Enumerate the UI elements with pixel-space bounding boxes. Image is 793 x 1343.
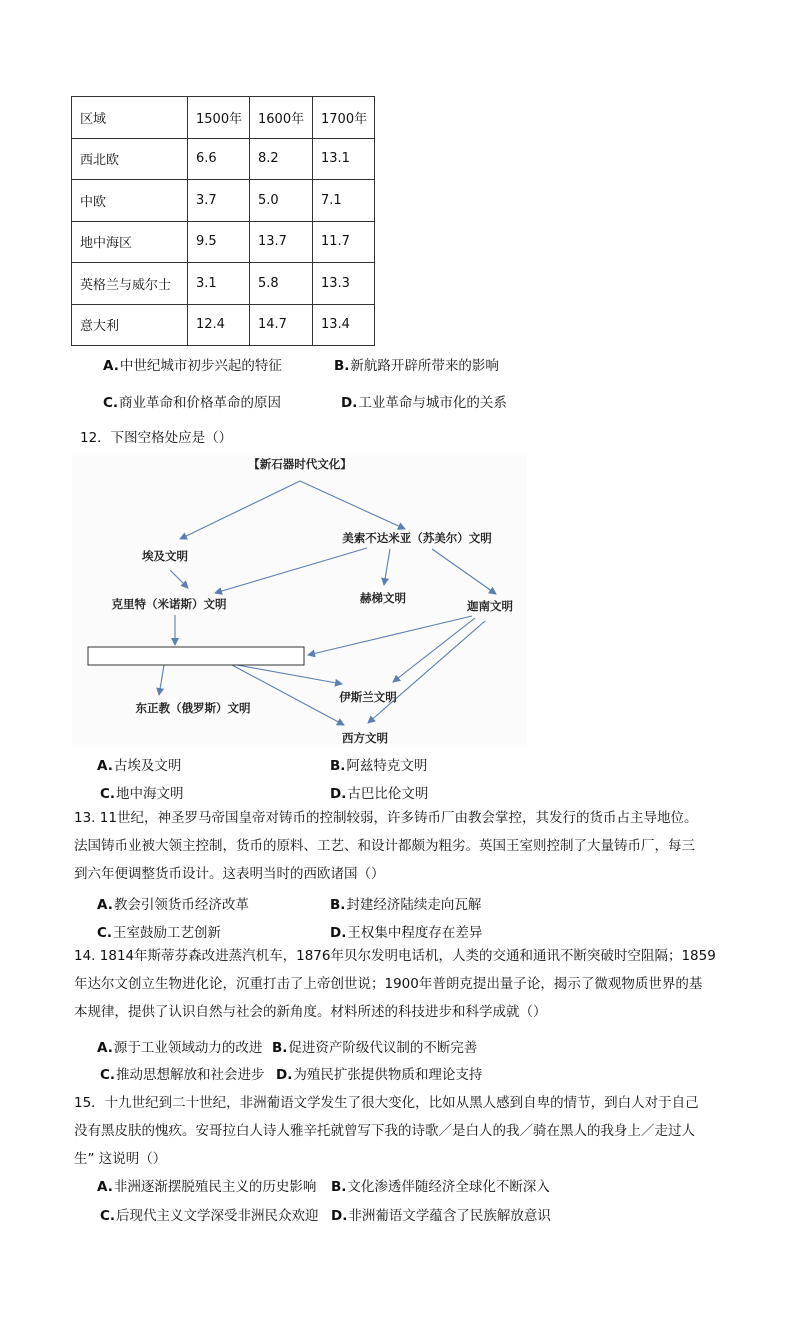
q15-stem-line: 生” 这说明（） (74, 1151, 167, 1167)
q13-stem-line: 13. 11世纪，神圣罗马帝国皇帝对铸币的控制较弱，许多铸币厂由教会掌控，其发行的货币占主导地位。 (74, 810, 698, 826)
table-cell: 5.0 (250, 180, 313, 222)
table-cell: 7.1 (313, 180, 375, 222)
table-cell: 14.7 (250, 304, 313, 346)
table-header-row (72, 97, 375, 139)
q15-stem-line: 15．十九世纪到二十世纪，非洲葡语文学发生了很大变化，比如从黑人感到自卑的情节，到白人对于自己 (74, 1095, 699, 1111)
q15-option-b[interactable]: B.文化渗透伴随经济全球化不断深入 (331, 1179, 550, 1195)
table-row (72, 304, 375, 346)
q14-option-d[interactable]: D.为殖民扩张提供物质和理论支持 (276, 1067, 483, 1083)
blank-box (88, 647, 304, 665)
table-cell: 3.1 (188, 263, 250, 305)
q15-stem-line: 没有黑皮肤的愧疚。安哥拉白人诗人雅辛托就曾写下我的诗歌／是白人的我／骑在黑人的我身上／走过人 (74, 1123, 695, 1139)
q12-stem: 12．下图空格处应是（） (80, 430, 233, 446)
table-header-cell: 1600年 (250, 97, 313, 139)
q13-option-d[interactable]: D.王权集中程度存在差异 (330, 925, 483, 941)
q13-option-c[interactable]: C.王室鼓励工艺创新 (97, 925, 222, 941)
table-header-cell: 1500年 (188, 97, 250, 139)
node-western: 西方文明 (342, 731, 388, 745)
q13-stem-line: 到六年便调整货币设计。这表明当时的西欧诸国（） (74, 866, 385, 882)
table-cell: 中欧 (72, 180, 188, 222)
node-hittite: 赫梯文明 (360, 591, 406, 605)
table-row (72, 138, 375, 180)
q14-stem-line: 本规律，提供了认识自然与社会的新角度。材料所述的科技进步和科学成就（） (74, 1004, 547, 1020)
table-cell: 13.1 (313, 138, 375, 180)
table-cell: 8.2 (250, 138, 313, 180)
q13-option-b[interactable]: B.封建经济陆续走向瓦解 (330, 897, 482, 913)
q15-option-c[interactable]: C.后现代主义文学深受非洲民众欢迎 (100, 1208, 319, 1224)
table-cell: 11.7 (313, 221, 375, 263)
q13-stem-line: 法国铸币业被大领主控制，货币的原料、工艺、和设计都颇为粗劣。英国王室则控制了大量铸币厂，每三 (74, 838, 695, 854)
node-orthodox: 东正教（俄罗斯）文明 (135, 701, 251, 715)
table-row (72, 221, 375, 263)
q14-stem-line: 年达尔文创立生物进化论，沉重打击了上帝创世说；1900年普朗克提出量子论，揭示了微观物质世界的基 (74, 976, 703, 992)
q11-option-d[interactable]: D.工业革命与城市化的关系 (341, 395, 507, 411)
table-cell: 9.5 (188, 221, 250, 263)
q12-option-b[interactable]: B.阿兹特克文明 (330, 758, 428, 774)
node-levant: 迦南文明 (467, 599, 513, 613)
q14-option-c[interactable]: C.推动思想解放和社会进步 (100, 1067, 265, 1083)
table-cell: 5.8 (250, 263, 313, 305)
node-neolithic: 【新石器时代文化】 (248, 457, 352, 471)
node-islam: 伊斯兰文明 (339, 690, 397, 704)
node-mesopotamia: 美索不达米亚（苏美尔）文明 (342, 531, 492, 545)
q15-option-d[interactable]: D.非洲葡语文学蕴含了民族解放意识 (331, 1208, 551, 1224)
data-table (71, 96, 375, 346)
q12-option-d[interactable]: D.古巴比伦文明 (330, 786, 429, 802)
table-header-cell: 区域 (72, 97, 188, 139)
node-crete: 克里特（米诺斯）文明 (111, 597, 227, 611)
table-cell: 6.6 (188, 138, 250, 180)
table-header-cell: 1700年 (313, 97, 375, 139)
table-cell: 3.7 (188, 180, 250, 222)
q11-option-a[interactable]: A.中世纪城市初步兴起的特征 (103, 358, 282, 374)
table-cell: 12.4 (188, 304, 250, 346)
table-cell: 13.3 (313, 263, 375, 305)
table-cell: 英格兰与威尔士 (72, 263, 188, 305)
q13-option-a[interactable]: A.教会引领货币经济改革 (97, 897, 249, 913)
q12-option-c[interactable]: C.地中海文明 (100, 786, 184, 802)
q11-option-b[interactable]: B.新航路开辟所带来的影响 (334, 358, 499, 374)
q12-option-a[interactable]: A.古埃及文明 (97, 758, 182, 774)
q14-option-b[interactable]: B.促进资产阶级代议制的不断完善 (272, 1040, 478, 1056)
q11-option-c[interactable]: C.商业革命和价格革命的原因 (103, 395, 282, 411)
table-cell: 13.4 (313, 304, 375, 346)
table-row (72, 263, 375, 305)
table-cell: 西北欧 (72, 138, 188, 180)
node-egypt: 埃及文明 (142, 549, 188, 563)
table-cell: 13.7 (250, 221, 313, 263)
q15-option-a[interactable]: A.非洲逐渐摆脱殖民主义的历史影响 (97, 1179, 317, 1195)
table-cell: 地中海区 (72, 221, 188, 263)
q14-stem-line: 14. 1814年斯蒂芬森改进蒸汽机车，1876年贝尔发明电话机，人类的交通和通讯不断突破时空阻隔；1859 (74, 948, 716, 964)
table-row (72, 180, 375, 222)
table-cell: 意大利 (72, 304, 188, 346)
q14-option-a[interactable]: A.源于工业领域动力的改进 (97, 1040, 263, 1056)
civilization-diagram (72, 455, 527, 745)
